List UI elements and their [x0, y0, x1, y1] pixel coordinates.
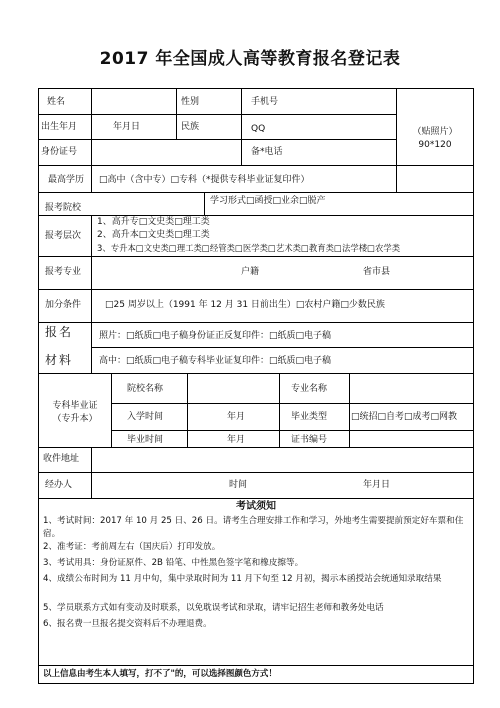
col-divider — [91, 447, 92, 498]
row-divider — [39, 665, 473, 666]
col-divider — [111, 373, 112, 447]
col-divider — [91, 215, 92, 322]
notice-item-6: 6、报名费一旦报名提交资料后不办理退费。 — [43, 619, 212, 629]
row-divider — [39, 373, 473, 374]
col-divider — [91, 165, 92, 192]
label-grad-type: 毕业类型 — [291, 412, 328, 422]
label-birth: 出生年月 — [41, 122, 78, 132]
row-divider — [91, 347, 473, 348]
label-gender: 性别 — [181, 97, 200, 107]
enroll-ym: 年月 — [227, 412, 246, 422]
photo-id-materials: 照片：□纸质□电子稿身份证正反复印件：□纸质□电子稿 — [99, 331, 332, 341]
photo-placeholder-label: （贴照片） — [412, 127, 458, 137]
label-bonus: 加分条件 — [45, 300, 82, 310]
col-divider — [176, 89, 177, 139]
row-divider — [39, 139, 396, 140]
handler-ymd: 年月日 — [363, 480, 391, 490]
row-divider — [39, 447, 473, 448]
row-divider — [39, 165, 473, 166]
label-college-name: 院校名称 — [127, 384, 164, 394]
label-level: 报考层次 — [45, 231, 82, 241]
level-option-2: 2、高升本□文史类□理工类 — [97, 230, 210, 240]
bonus-options: □25 周岁以上（1991 年 12 月 31 日前出生）□农村户籍□少数民族 — [105, 300, 385, 310]
label-ethnic: 民族 — [181, 122, 200, 132]
label-handler: 经办人 — [45, 480, 73, 490]
label-province-city-county: 省市县 — [363, 267, 391, 277]
footer-note: 以上信息由考生本人填写，打不了"的，可以选择图颜色方式！ — [43, 669, 277, 679]
notice-item-1: 1、考试时间：2017 年 10 月 25 日、26 日。请考生合理安排工作和学习，外地考生需要提前预定好车票和住宿。 — [43, 516, 464, 539]
hs-diploma-materials: 高中：□纸质□电子稿专科毕业证复印件：□纸质□电子稿 — [99, 356, 332, 366]
row-divider — [111, 430, 473, 431]
label-materials-2: 名 — [59, 325, 72, 339]
row-divider — [39, 256, 473, 257]
col-divider — [91, 322, 92, 373]
notice-heading: 考试须知 — [236, 501, 276, 512]
level-option-1: 1、高升专□文史类□理工类 — [97, 217, 210, 227]
label-phone: 手机号 — [251, 97, 279, 107]
col-divider — [187, 373, 188, 447]
label-enroll-time: 入学时间 — [127, 412, 164, 422]
row-divider — [39, 215, 473, 216]
label-diploma: 专科毕业证 — [52, 401, 98, 411]
label-cert-no: 证书编号 — [291, 435, 328, 445]
row-divider — [39, 289, 473, 290]
col-divider — [204, 192, 205, 215]
row-divider — [39, 192, 473, 193]
col-divider — [279, 373, 280, 447]
label-id-number: 身份证号 — [41, 147, 78, 157]
col-divider — [396, 89, 397, 192]
label-materials-3: 材 — [45, 353, 58, 367]
level-option-3: 3、专升本□文史类□理工类□经管类□医学类□艺术类□教育类□法学楼□农学类 — [97, 243, 401, 253]
grad-ym: 年月 — [227, 435, 246, 445]
label-backup-phone: 备*电话 — [251, 147, 283, 157]
label-school: 报考院校 — [45, 203, 82, 213]
col-divider — [349, 373, 350, 447]
row-divider — [39, 498, 473, 499]
row-divider — [39, 472, 473, 473]
label-materials-1: 报 — [45, 325, 58, 339]
label-major-name: 专业名称 — [291, 384, 328, 394]
notice-item-5: 5、学员联系方式如有变动及时联系，以免耽误考试和录取，请牢记招生老师和教务处电话 — [43, 603, 384, 613]
label-grad-time: 毕业时间 — [127, 435, 164, 445]
label-qq: QQ — [251, 124, 266, 134]
education-options: □高中（含中专）□专科（*提供专科毕业证复印件） — [99, 175, 310, 185]
row-divider — [39, 322, 473, 323]
label-name: 姓名 — [47, 97, 66, 107]
notice-item-4: 4、成绩公布时间为 11 月中旬，集中录取时间为 11 月下旬至 12 月初，揭示本函授站会统通知录取结果 — [43, 574, 442, 584]
photo-size: 90*120 — [418, 140, 452, 150]
label-huji: 户籍 — [241, 267, 260, 277]
label-time: 时间 — [229, 480, 248, 490]
birth-ymd: 年月日 — [113, 122, 141, 132]
label-major: 报考专业 — [45, 267, 82, 277]
col-divider — [241, 89, 242, 165]
registration-form — [38, 88, 474, 684]
page-title: 2017 年全国成人高等教育报名登记表 — [99, 49, 401, 69]
grad-type-options: □统招□自考□成考□网教 — [351, 412, 458, 422]
row-divider — [111, 403, 473, 404]
notice-item-2: 2、准考证：考前周左右（国庆后）打印发放。 — [43, 542, 221, 552]
label-diploma-sub: （专升本） — [52, 414, 98, 424]
notice-item-3: 3、考试用具：身份证原件、2B 铅笔、中性黑色签字笔和橡皮擦等。 — [43, 558, 304, 568]
row-divider — [39, 114, 396, 115]
label-address: 收件地址 — [43, 454, 80, 464]
label-education: 最高学历 — [48, 175, 85, 185]
col-divider — [91, 89, 92, 165]
label-materials-4: 料 — [59, 353, 72, 367]
study-mode-options: 学习形式□函授□业余□脱产 — [210, 196, 326, 206]
